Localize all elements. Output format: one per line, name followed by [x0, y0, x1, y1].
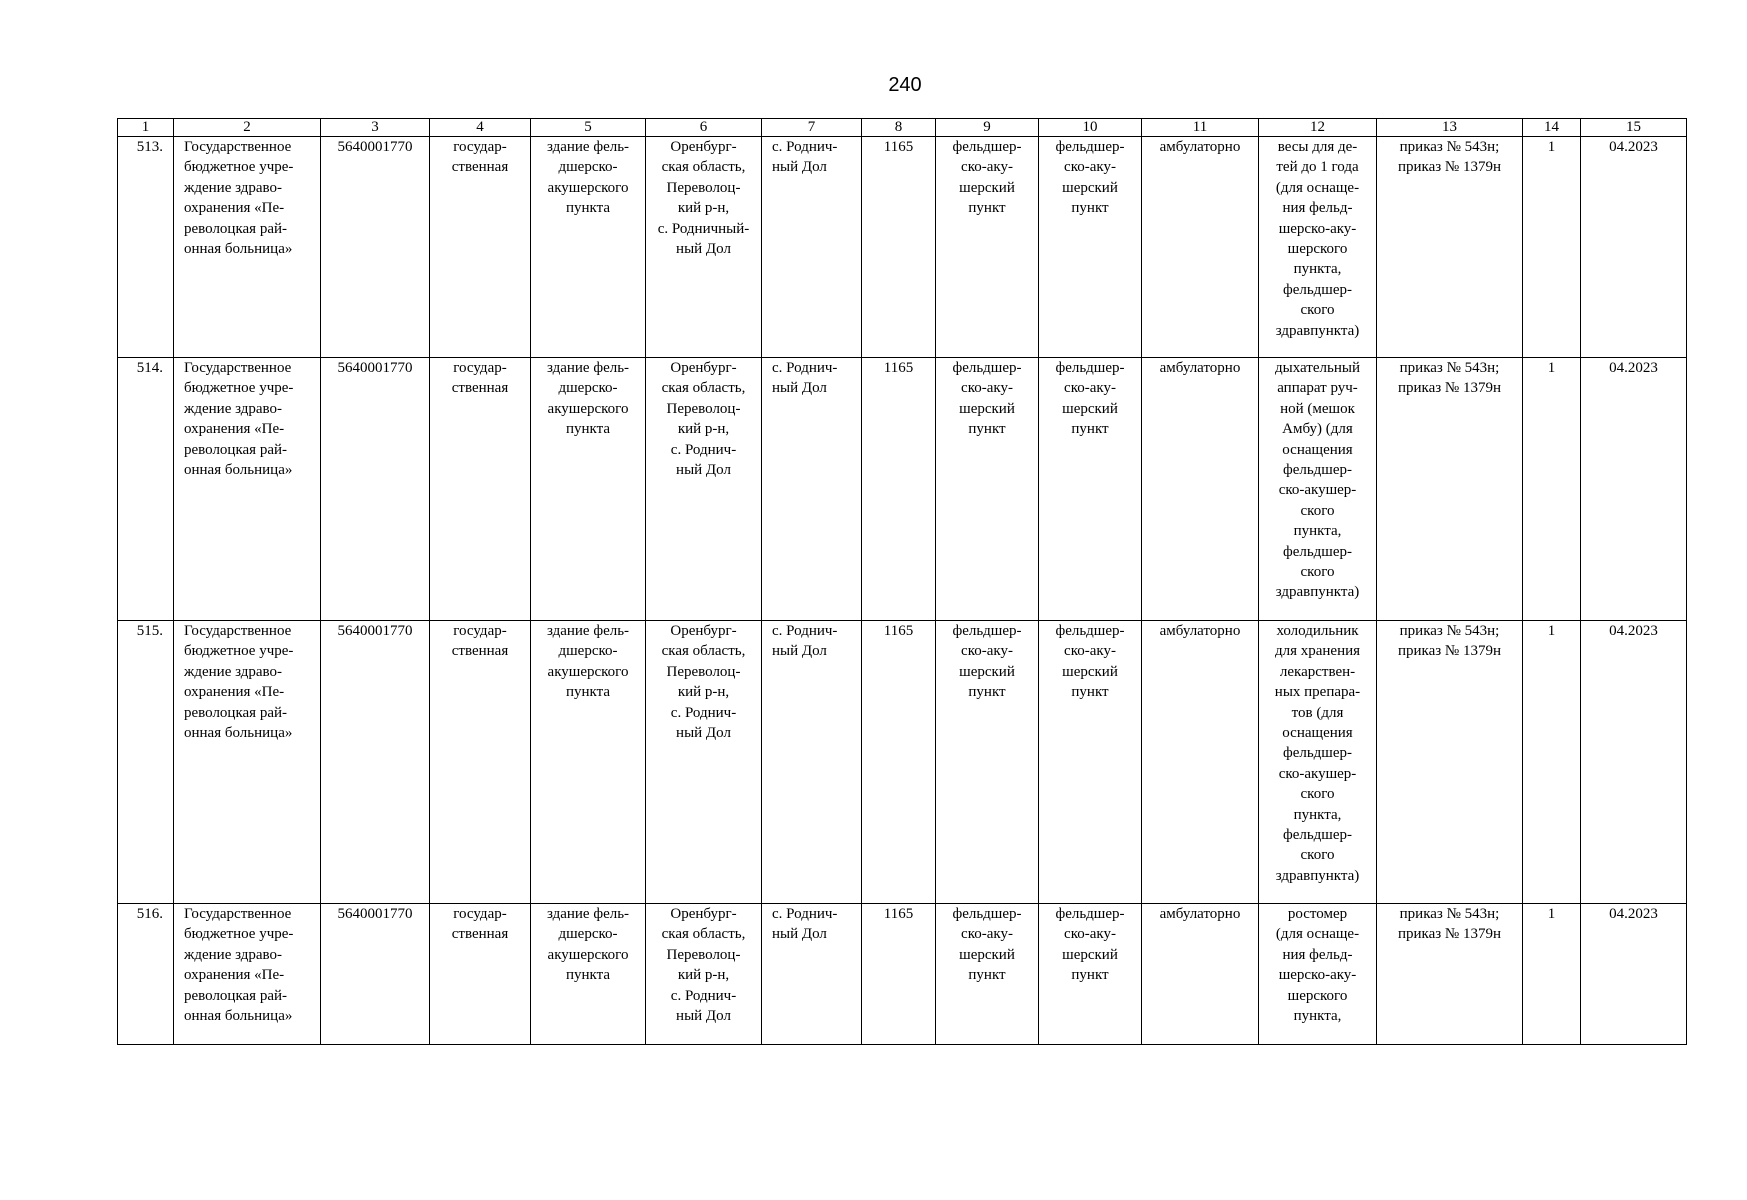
column-header: 7 — [762, 119, 862, 137]
ownership-form: государ- ственная — [430, 621, 531, 904]
settlement: с. Роднич- ный Дол — [762, 904, 862, 1045]
inn: 5640001770 — [321, 137, 430, 358]
care-mode: амбулаторно — [1142, 137, 1259, 358]
building: здание фель- дшерско- акушерского пункта — [531, 137, 646, 358]
facility-subtype: фельдшер- ско-аку- шерский пункт — [1039, 137, 1142, 358]
inn: 5640001770 — [321, 358, 430, 621]
column-header: 15 — [1581, 119, 1687, 137]
row-number: 513. — [118, 137, 174, 358]
inn: 5640001770 — [321, 904, 430, 1045]
quantity: 1 — [1523, 621, 1581, 904]
column-header: 14 — [1523, 119, 1581, 137]
settlement: с. Роднич- ный Дол — [762, 621, 862, 904]
settlement: с. Роднич- ный Дол — [762, 358, 862, 621]
care-mode: амбулаторно — [1142, 904, 1259, 1045]
building: здание фель- дшерско- акушерского пункта — [531, 904, 646, 1045]
date: 04.2023 — [1581, 621, 1687, 904]
inn: 5640001770 — [321, 621, 430, 904]
code: 1165 — [862, 904, 936, 1045]
column-header: 12 — [1259, 119, 1377, 137]
date: 04.2023 — [1581, 358, 1687, 621]
care-mode: амбулаторно — [1142, 358, 1259, 621]
column-header: 8 — [862, 119, 936, 137]
facility-type: фельдшер- ско-аку- шерский пункт — [936, 358, 1039, 621]
column-number-row — [118, 119, 1687, 137]
date: 04.2023 — [1581, 904, 1687, 1045]
column-header: 5 — [531, 119, 646, 137]
order-reference: приказ № 543н; приказ № 1379н — [1377, 904, 1523, 1045]
address: Оренбург- ская область, Переволоц- кий р-н, с. Родничный- ный Дол — [646, 137, 762, 358]
column-header: 4 — [430, 119, 531, 137]
code: 1165 — [862, 621, 936, 904]
facility-type: фельдшер- ско-аку- шерский пункт — [936, 904, 1039, 1045]
settlement: с. Роднич- ный Дол — [762, 137, 862, 358]
facility-type: фельдшер- ско-аку- шерский пункт — [936, 137, 1039, 358]
building: здание фель- дшерско- акушерского пункта — [531, 621, 646, 904]
column-header: 2 — [174, 119, 321, 137]
ownership-form: государ- ственная — [430, 904, 531, 1045]
row-number: 515. — [118, 621, 174, 904]
organization-name: Государственное бюджетное учре- ждение здраво- охранения «Пе- револоцкая рай- онная больница» — [174, 358, 321, 621]
date: 04.2023 — [1581, 137, 1687, 358]
facility-subtype: фельдшер- ско-аку- шерский пункт — [1039, 358, 1142, 621]
address: Оренбург- ская область, Переволоц- кий р-н, с. Роднич- ный Дол — [646, 621, 762, 904]
equipment: весы для де- тей до 1 года (для оснаще- ния фельд- шерско-аку- шерского пункта, фельдшер- ского здравпункта) — [1259, 137, 1377, 358]
column-header: 13 — [1377, 119, 1523, 137]
order-reference: приказ № 543н; приказ № 1379н — [1377, 358, 1523, 621]
column-header: 6 — [646, 119, 762, 137]
quantity: 1 — [1523, 358, 1581, 621]
equipment: холодильник для хранения лекарствен- ных препара- тов (для оснащения фельдшер- ско-акушер- ского пункта, фельдшер- ского здравпункта) — [1259, 621, 1377, 904]
code: 1165 — [862, 358, 936, 621]
row-number: 516. — [118, 904, 174, 1045]
page-number: 240 — [888, 74, 922, 96]
ownership-form: государ- ственная — [430, 358, 531, 621]
address: Оренбург- ская область, Переволоц- кий р-н, с. Роднич- ный Дол — [646, 358, 762, 621]
care-mode: амбулаторно — [1142, 621, 1259, 904]
column-header: 1 — [118, 119, 174, 137]
table-row — [118, 358, 1687, 621]
address: Оренбург- ская область, Переволоц- кий р-н, с. Роднич- ный Дол — [646, 904, 762, 1045]
equipment: дыхательный аппарат руч- ной (мешок Амбу) (для оснащения фельдшер- ско-акушер- ского пункта, фельдшер- ского здравпункта) — [1259, 358, 1377, 621]
organization-name: Государственное бюджетное учре- ждение здраво- охранения «Пе- револоцкая рай- онная больница» — [174, 621, 321, 904]
registry-table — [117, 118, 1687, 1045]
quantity: 1 — [1523, 904, 1581, 1045]
column-header: 10 — [1039, 119, 1142, 137]
organization-name: Государственное бюджетное учре- ждение здраво- охранения «Пе- револоцкая рай- онная больница» — [174, 137, 321, 358]
table-row — [118, 137, 1687, 358]
code: 1165 — [862, 137, 936, 358]
column-header: 9 — [936, 119, 1039, 137]
table-row — [118, 904, 1687, 1045]
facility-type: фельдшер- ско-аку- шерский пункт — [936, 621, 1039, 904]
table-row — [118, 621, 1687, 904]
column-header: 3 — [321, 119, 430, 137]
order-reference: приказ № 543н; приказ № 1379н — [1377, 137, 1523, 358]
ownership-form: государ- ственная — [430, 137, 531, 358]
building: здание фель- дшерско- акушерского пункта — [531, 358, 646, 621]
order-reference: приказ № 543н; приказ № 1379н — [1377, 621, 1523, 904]
organization-name: Государственное бюджетное учре- ждение здраво- охранения «Пе- револоцкая рай- онная больница» — [174, 904, 321, 1045]
equipment: ростомер (для оснаще- ния фельд- шерско-аку- шерского пункта, — [1259, 904, 1377, 1045]
facility-subtype: фельдшер- ско-аку- шерский пункт — [1039, 904, 1142, 1045]
facility-subtype: фельдшер- ско-аку- шерский пункт — [1039, 621, 1142, 904]
column-header: 11 — [1142, 119, 1259, 137]
row-number: 514. — [118, 358, 174, 621]
quantity: 1 — [1523, 137, 1581, 358]
